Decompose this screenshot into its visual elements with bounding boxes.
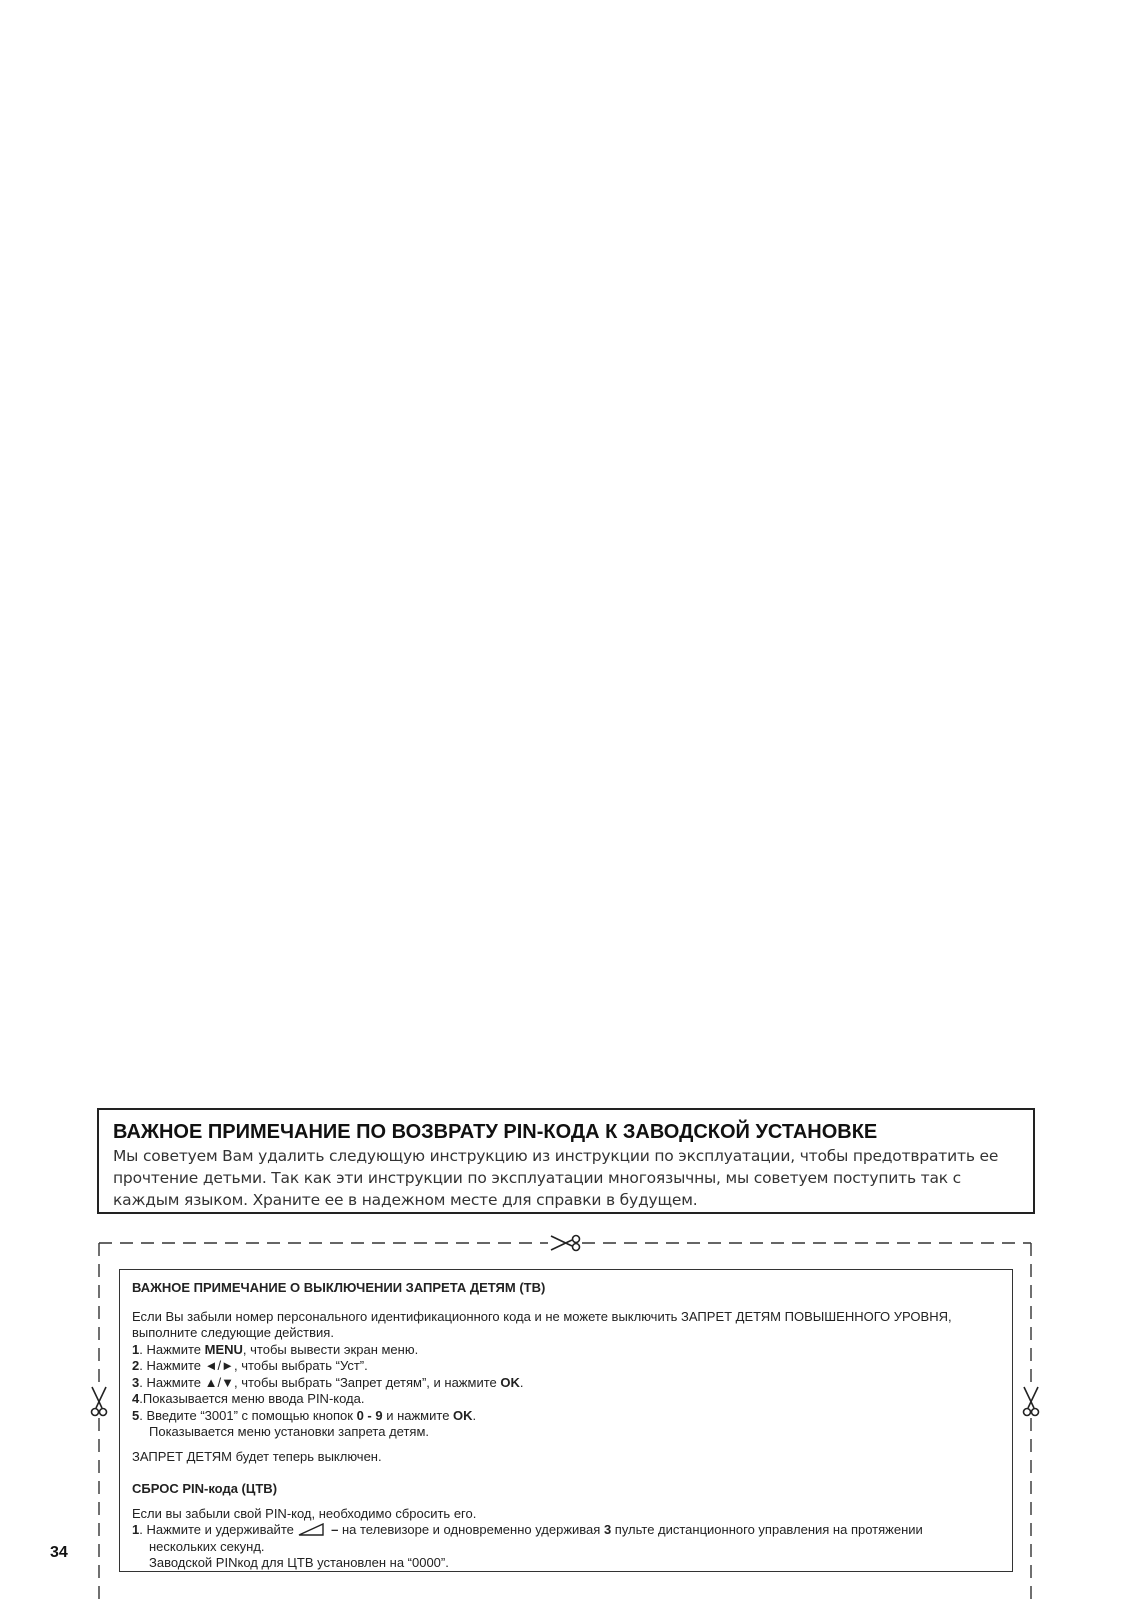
step-text: на телевизоре и одновременно удерживая: [338, 1522, 604, 1537]
step-key: OK: [453, 1407, 473, 1423]
step-text: , чтобы вывести экран меню.: [242, 1341, 419, 1357]
step-number: 1: [132, 1341, 140, 1357]
step-key: MENU: [204, 1341, 243, 1357]
volume-wedge-icon: [297, 1523, 327, 1536]
reset-intro: Если вы забыли свой PIN-код, необходимо сбросить его.: [132, 1505, 477, 1521]
scissors-icon: [1020, 1386, 1042, 1418]
reset-title: СБРОС PIN-кода (ЦТВ): [132, 1481, 278, 1496]
reset-step-1: [132, 1522, 1000, 1539]
notice-title: ВАЖНОЕ ПРИМЕЧАНИЕ ПО ВОЗВРАТУ PIN-КОДА К ЗАВОДСКОЙ УСТАНОВКЕ: [113, 1121, 878, 1143]
step-text: .: [472, 1407, 477, 1423]
notice-text: Мы советуем Вам удалить следующую инструкцию из инструкции по эксплуатации, чтобы предотвратить ее прочтение детьми. Так как эти инструкции по эксплуатации многоязычны, мы советуем поступить так с каждым языком. Храните ее в надежном месте для справки в будущем.: [113, 1147, 999, 1209]
step-number: 2: [132, 1358, 140, 1373]
reset-step-note: Заводской PINкод для ЦТВ установлен на “0000”.: [149, 1555, 449, 1570]
step-text: .Показывается меню ввода PIN-кода.: [139, 1391, 365, 1406]
step-key: 0 - 9: [356, 1407, 383, 1423]
step-text: . Введите “3001” с помощью кнопок: [139, 1407, 357, 1423]
cutout-title: ВАЖНОЕ ПРИМЕЧАНИЕ О ВЫКЛЮЧЕНИИ ЗАПРЕТА ДЕТЯМ (ТВ): [132, 1280, 546, 1295]
step-text: и нажмите: [382, 1407, 454, 1423]
step-number: 1: [132, 1522, 140, 1537]
scissors-icon: [88, 1386, 110, 1418]
reset-step-cont: нескольких секунд.: [149, 1538, 265, 1554]
cutout-instruction-box: [119, 1269, 1013, 1572]
step-key: OK: [500, 1374, 520, 1390]
step-1: [132, 1342, 1000, 1359]
step-4: [132, 1391, 1000, 1408]
step-number: 5: [132, 1407, 140, 1423]
step-text: пульте дистанционного управления на протяжении: [611, 1522, 923, 1537]
step-3: [132, 1375, 1000, 1392]
step-text: . Нажмите и удерживайте: [139, 1522, 298, 1537]
step-text: . Нажмите ◄/►, чтобы выбрать “Уст”.: [139, 1358, 368, 1373]
step-text: . Нажмите: [139, 1341, 205, 1357]
step-key: 3: [603, 1522, 612, 1537]
result-text: ЗАПРЕТ ДЕТЯМ будет теперь выключен.: [132, 1448, 382, 1464]
step-key: –: [331, 1522, 339, 1537]
step-2: [132, 1358, 1000, 1375]
scissors-icon: [550, 1233, 582, 1253]
cutout-intro: Если Вы забыли номер персонального идентификационного кода и не можете выключить ЗАПРЕТ ДЕТЯМ ПОВЫШЕННОГО УРОВНЯ, выполните следующие действия.: [132, 1308, 952, 1340]
step-5: [132, 1408, 1000, 1425]
page-number: 34: [50, 1544, 68, 1561]
step-number: 3: [132, 1374, 140, 1390]
step-text: . Нажмите ▲/▼, чтобы выбрать “Запрет детям”, и нажмите: [139, 1374, 501, 1390]
step-text: .: [519, 1374, 524, 1390]
step-5-note: Показывается меню установки запрета детям.: [149, 1424, 429, 1439]
step-number: 4: [132, 1391, 140, 1406]
